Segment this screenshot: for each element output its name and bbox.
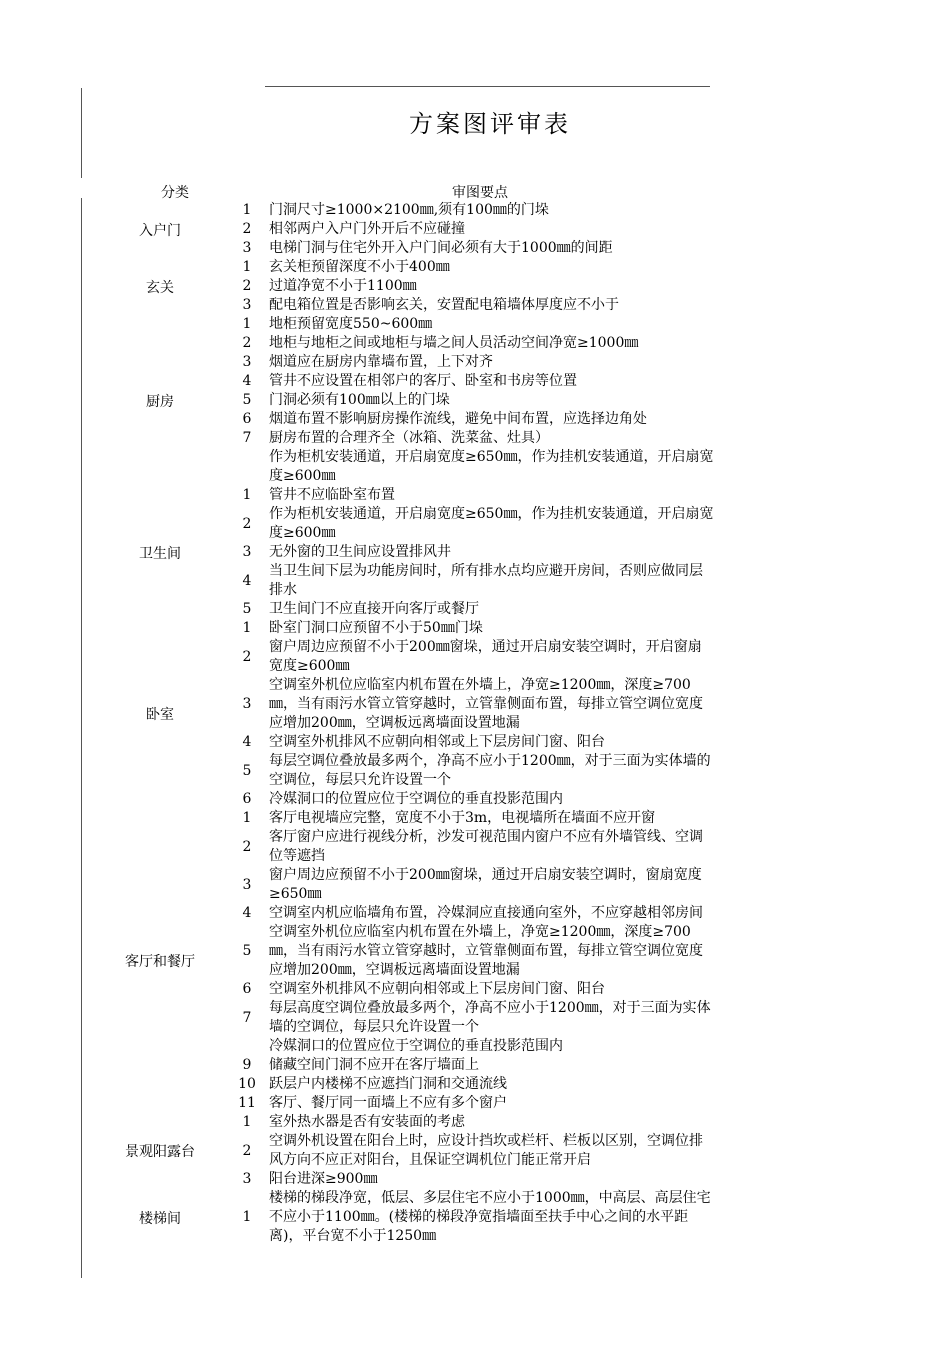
item-number: 5 — [242, 762, 252, 779]
section-items — [225, 1189, 715, 1246]
section-items — [225, 619, 715, 809]
section-category: 卫生间 — [139, 545, 181, 562]
review-item — [225, 1189, 715, 1246]
item-text: 客厅、餐厅同一面墙上不应有多个窗户 — [269, 1095, 507, 1111]
review-item — [225, 1132, 715, 1170]
item-number: 4 — [242, 572, 252, 589]
item-number: 5 — [242, 943, 252, 959]
item-number: 1 — [242, 487, 252, 503]
item-number: 4 — [242, 734, 252, 750]
item-text: 管井不应临卧室布置 — [269, 487, 395, 503]
section-row — [95, 315, 715, 486]
section-items — [225, 1113, 715, 1189]
review-item — [225, 980, 715, 999]
review-item — [225, 296, 715, 315]
item-text: 冷媒洞口的位置应位于空调位的垂直投影范围内 — [269, 1038, 563, 1054]
section-row — [95, 619, 715, 809]
section-category: 卧室 — [146, 707, 174, 723]
item-text: 空调外机设置在阳台上时，应设计挡坎或栏杆、栏板以区别，空调位排风方向不应正对阳台，且保证空调机位门能正常开启 — [269, 1133, 703, 1168]
item-text: 厨房布置的合理齐全（冰箱、洗菜盆、灶具） — [269, 430, 549, 446]
review-item — [225, 1075, 715, 1094]
review-item — [225, 391, 715, 410]
review-item — [225, 1094, 715, 1113]
item-number: 6 — [242, 981, 252, 997]
item-text: 作为柜机安装通道，开启扇宽度≥650㎜，作为挂机安装通道，开启扇宽度≥600㎜ — [269, 449, 714, 484]
item-number: 3 — [242, 696, 252, 712]
section-items — [225, 201, 715, 258]
review-item — [225, 904, 715, 923]
review-item — [225, 239, 715, 258]
item-text: 电梯门洞与住宅外开入户门间必须有大于1000㎜的间距 — [269, 240, 613, 256]
item-text: 客厅电视墙应完整，宽度不小于3m，电视墙所在墙面不应开窗 — [269, 810, 656, 826]
review-item — [225, 600, 715, 619]
review-item — [225, 562, 715, 600]
item-number: 1 — [242, 316, 252, 332]
item-text: 客厅窗户应进行视线分析，沙发可视范围内窗户不应有外墙管线、空调位等遮挡 — [269, 829, 703, 864]
review-item — [225, 315, 715, 334]
item-number: 4 — [242, 905, 252, 921]
item-text: 作为柜机安装通道，开启扇宽度≥650㎜，作为挂机安装通道，开启扇宽度≥600㎜ — [269, 506, 714, 541]
section-category: 厨房 — [146, 393, 174, 410]
top-rule — [265, 86, 710, 87]
section-items — [225, 315, 715, 486]
section-row — [95, 201, 715, 258]
item-number: 1 — [242, 1114, 252, 1130]
item-number: 1 — [242, 259, 252, 275]
item-text: 无外窗的卫生间应设置排风井 — [269, 544, 451, 560]
review-item — [225, 372, 715, 391]
review-item — [225, 543, 715, 562]
item-text: 窗户周边应预留不小于200㎜窗垛，通过开启扇安装空调时，窗扇宽度≥650㎜ — [269, 867, 702, 902]
item-text: 储藏空间门洞不应开在客厅墙面上 — [269, 1057, 479, 1073]
section-row — [95, 1113, 715, 1189]
review-item — [225, 1037, 715, 1056]
item-text: 门洞必须有100㎜以上的门垛 — [269, 392, 450, 408]
item-text: 每层高度空调位叠放最多两个，净高不应小于1200㎜，对于三面为实体墙的空调位，每层只允许设置一个 — [269, 1000, 711, 1035]
item-number: 7 — [242, 1009, 252, 1026]
review-item — [225, 258, 715, 277]
item-number: 11 — [238, 1095, 256, 1111]
item-text: 楼梯的梯段净宽，低层、多层住宅不应小于1000㎜，中高层、高层住宅不应小于1100㎜。(楼梯的梯段净宽指墙面至扶手中心之间的水平距离)，平台宽不小于1250㎜ — [269, 1190, 711, 1244]
item-text: 相邻两户入户门外开后不应碰撞 — [269, 221, 465, 237]
review-item — [225, 410, 715, 429]
item-text: 卫生间门不应直接开向客厅或餐厅 — [269, 601, 479, 617]
review-item — [225, 866, 715, 904]
item-number: 1 — [242, 620, 252, 636]
item-number: 6 — [242, 411, 252, 427]
review-item — [225, 448, 715, 486]
item-number: 9 — [242, 1057, 252, 1073]
item-number: 6 — [242, 791, 252, 807]
item-number: 4 — [242, 373, 252, 389]
item-text: 空调室外机位应临室内机布置在外墙上，净宽≥1200㎜，深度≥700㎜，当有雨污水管立管穿越时，立管靠侧面布置，每排立管空调位宽度应增加200㎜，空调板远离墙面设置地漏 — [269, 677, 703, 731]
item-text: 过道净宽不小于1100㎜ — [269, 278, 417, 294]
review-item — [225, 220, 715, 239]
review-item — [225, 828, 715, 866]
review-item — [225, 1113, 715, 1132]
item-text: 冷媒洞口的位置应位于空调位的垂直投影范围内 — [269, 791, 563, 807]
left-margin-line-lower — [81, 198, 82, 1278]
item-number: 10 — [238, 1076, 256, 1092]
item-text: 配电箱位置是否影响玄关，安置配电箱墙体厚度应不小于 — [269, 297, 619, 313]
section-items — [225, 809, 715, 1113]
section-category: 客厅和餐厅 — [125, 954, 195, 970]
section-category: 入户门 — [139, 222, 181, 239]
item-text: 空调室外机排风不应朝向相邻或上下层房间门窗、阳台 — [269, 981, 605, 997]
section-category: 楼梯间 — [139, 1210, 181, 1227]
item-number: 3 — [242, 544, 252, 560]
review-item — [225, 676, 715, 733]
item-text: 阳台进深≥900㎜ — [269, 1171, 378, 1187]
item-text: 烟道布置不影响厨房操作流线，避免中间布置，应选择边角处 — [269, 411, 647, 427]
item-text: 空调室外机排风不应朝向相邻或上下层房间门窗、阳台 — [269, 734, 605, 750]
review-item — [225, 999, 715, 1037]
item-text: 每层空调位叠放最多两个，净高不应小于1200㎜，对于三面为实体墙的空调位，每层只允许设置一个 — [269, 753, 711, 788]
item-text: 卧室门洞口应预留不小于50㎜门垛 — [269, 620, 483, 636]
review-item — [225, 923, 715, 980]
item-number: 5 — [242, 601, 252, 617]
review-item — [225, 1056, 715, 1075]
item-number: 1 — [242, 202, 252, 218]
item-text: 烟道应在厨房内靠墙布置，上下对齐 — [269, 354, 493, 370]
item-text: 玄关柜预留深度不小于400㎜ — [269, 259, 450, 275]
item-number: 3 — [242, 240, 252, 256]
review-item — [225, 733, 715, 752]
review-item — [225, 429, 715, 448]
section-items — [225, 258, 715, 315]
section-row — [95, 258, 715, 315]
item-number: 2 — [242, 335, 252, 351]
review-item — [225, 1170, 715, 1189]
section-items — [225, 486, 715, 619]
item-text: 当卫生间下层为功能房间时，所有排水点均应避开房间，否则应做同层排水 — [269, 563, 703, 598]
column-header-points: 审图要点 — [452, 185, 508, 201]
column-header-category: 分类 — [161, 185, 189, 201]
review-item — [225, 619, 715, 638]
item-text: 地柜预留宽度550~600㎜ — [269, 316, 433, 332]
section-row — [95, 809, 715, 1113]
section-category: 玄关 — [146, 279, 174, 296]
item-number: 2 — [242, 221, 252, 237]
review-item — [225, 486, 715, 505]
item-text: 跃层户内楼梯不应遮挡门洞和交通流线 — [269, 1076, 507, 1092]
review-item — [225, 638, 715, 676]
item-number: 2 — [242, 648, 252, 665]
review-item — [225, 809, 715, 828]
item-number: 2 — [242, 278, 252, 294]
item-text: 地柜与地柜之间或地柜与墙之间人员活动空间净宽≥1000㎜ — [269, 335, 639, 351]
section-row — [95, 486, 715, 619]
review-item — [225, 277, 715, 296]
item-number: 2 — [242, 515, 252, 532]
review-item — [225, 505, 715, 543]
item-text: 窗户周边应预留不小于200㎜窗垛，通过开启扇安装空调时，开启窗扇宽度≥600㎜ — [269, 639, 702, 674]
review-item — [225, 752, 715, 790]
review-item — [225, 353, 715, 372]
section-row — [95, 1189, 715, 1246]
item-text: 空调室外机位应临室内机布置在外墙上，净宽≥1200㎜，深度≥700㎜，当有雨污水管立管穿越时，立管靠侧面布置，每排立管空调位宽度应增加200㎜，空调板远离墙面设置地漏 — [269, 924, 703, 978]
item-text: 门洞尺寸≥1000×2100㎜,须有100㎜的门垛 — [269, 202, 549, 218]
item-number: 2 — [242, 1142, 252, 1159]
item-number: 5 — [242, 392, 252, 408]
review-item — [225, 201, 715, 220]
review-table — [95, 201, 715, 1246]
section-category: 景观阳露台 — [125, 1144, 195, 1160]
item-number: 3 — [242, 297, 252, 313]
item-number: 3 — [242, 1171, 252, 1187]
item-number: 2 — [242, 838, 252, 855]
review-item — [225, 334, 715, 353]
review-item — [225, 790, 715, 809]
item-number: 3 — [242, 876, 252, 893]
page-title: 方案图评审表 — [409, 110, 571, 138]
item-number: 1 — [242, 810, 252, 826]
item-number: 3 — [242, 354, 252, 370]
item-number: 1 — [242, 1209, 252, 1225]
item-number: 7 — [242, 430, 252, 446]
item-text: 空调室内机应临墙角布置，冷媒洞应直接通向室外，不应穿越相邻房间 — [269, 905, 703, 921]
item-text: 室外热水器是否有安装面的考虑 — [269, 1114, 465, 1130]
item-text: 管井不应设置在相邻户的客厅、卧室和书房等位置 — [269, 373, 577, 389]
